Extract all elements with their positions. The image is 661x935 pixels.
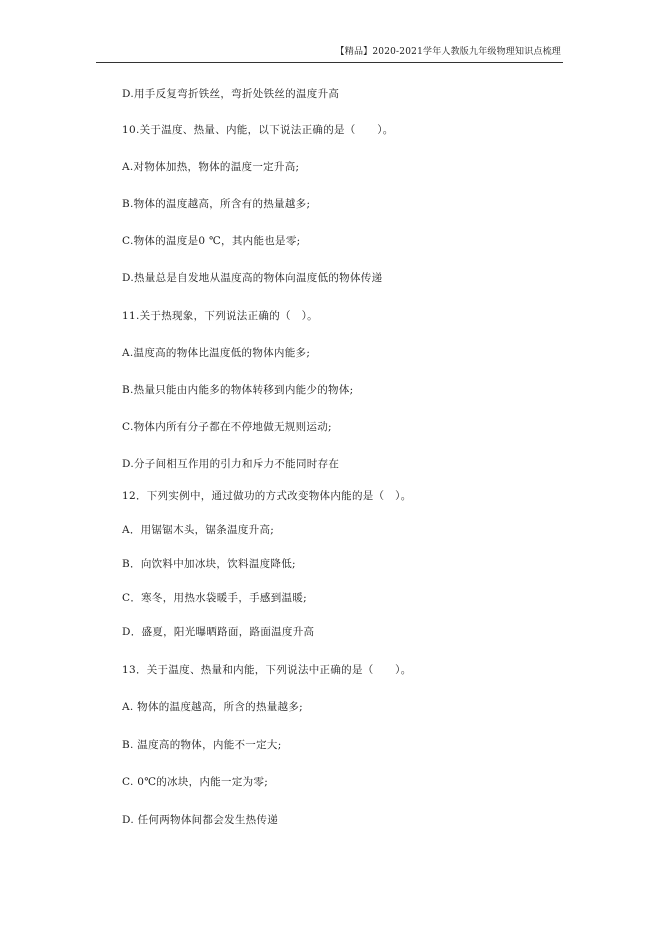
option-13b: B. 温度高的物体，内能不一定大;: [122, 739, 282, 751]
option-13d: D. 任何两物体间都会发生热传递: [122, 814, 279, 826]
option-12c: C．寒冬，用热水袋暖手，手感到温暖;: [122, 592, 307, 604]
option-13a: A. 物体的温度越高，所含的热量越多;: [122, 701, 303, 713]
page-header: [96, 46, 563, 63]
question-11: 11.关于热现象，下列说法正确的（ ）。: [122, 310, 318, 322]
option-10c: C.物体的温度是0 ℃，其内能也是零;: [122, 235, 301, 247]
option-11b: B.热量只能由内能多的物体转移到内能少的物体;: [122, 384, 354, 396]
question-10: 10.关于温度、热量、内能，以下说法正确的是（ ）。: [122, 124, 394, 136]
option-12b: B．向饮料中加冰块，饮料温度降低;: [122, 558, 296, 570]
option-11a: A.温度高的物体比温度低的物体内能多;: [122, 347, 311, 359]
question-13: 13．关于温度、热量和内能，下列说法中正确的是（ ）。: [122, 664, 412, 676]
option-12a: A．用锯锯木头，锯条温度升高;: [122, 524, 275, 536]
option-9d: D.用手反复弯折铁丝，弯折处铁丝的温度升高: [122, 88, 340, 100]
option-13c: C. 0℃的冰块，内能一定为零;: [122, 776, 269, 788]
header-title: 【精品】2020-2021学年人教版九年级物理知识点梳理: [335, 47, 561, 57]
question-12: 12．下列实例中，通过做功的方式改变物体内能的是（ ）。: [122, 490, 412, 502]
option-11c: C.物体内所有分子都在不停地做无规则运动;: [122, 421, 332, 433]
option-11d: D.分子间相互作用的引力和斥力不能同时存在: [122, 458, 340, 470]
option-10d: D.热量总是自发地从温度高的物体向温度低的物体传递: [122, 272, 383, 284]
option-12d: D．盛夏，阳光曝晒路面，路面温度升高: [122, 626, 315, 638]
option-10a: A.对物体加热，物体的温度一定升高;: [122, 161, 300, 173]
option-10b: B.物体的温度越高，所含有的热量越多;: [122, 198, 311, 210]
